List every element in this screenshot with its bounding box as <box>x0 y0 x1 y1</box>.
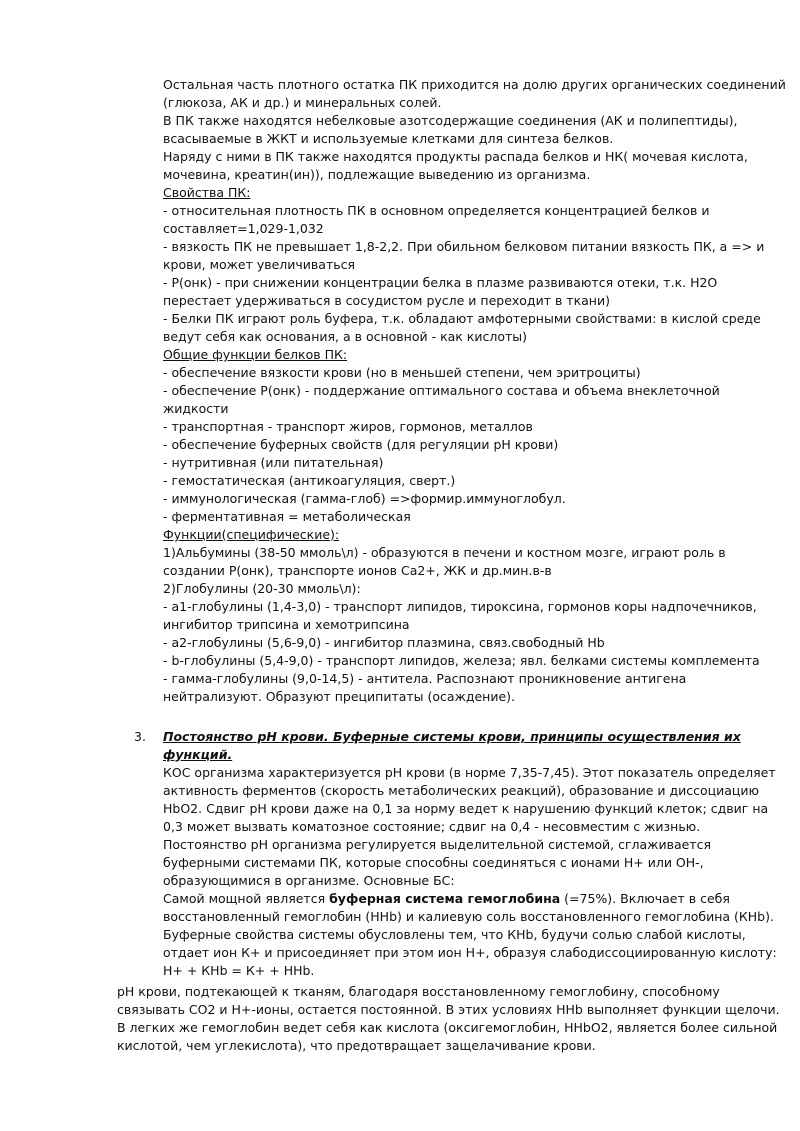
text-line: - b-глобулины (5,4-9,0) - транспорт липидов, железа; явл. белками системы комплемента <box>163 653 760 668</box>
section-heading-cont: функций. <box>163 747 233 762</box>
text-line: составляет=1,029-1,032 <box>163 221 324 236</box>
text-line: Буферные свойства системы обусловлены тем, что КНb, будучи солью слабой кислоты, <box>163 927 746 942</box>
section-heading: Постоянство pH крови. Буферные системы крови, принципы осуществления их <box>163 729 741 744</box>
text-span: (=75%). Включает в себя <box>560 891 730 906</box>
text-line: кислотой, чем углекислота), что предотвращает защелачивание крови. <box>117 1038 596 1053</box>
text-line: буферными системами ПК, которые способны соединяться с ионами Н+ или ОН-, <box>163 855 704 870</box>
closing-paragraph <box>117 983 780 1055</box>
section-number: 3. <box>134 729 146 744</box>
text-line: отдает ион К+ и присоединяет при этом ион Н+, образуя слабодиссоциированную кислоту: <box>163 945 777 960</box>
text-line: КОС организма характеризуется pH крови (в норме 7,35-7,45). Этот показатель определяет <box>163 765 776 780</box>
text-line: создании Р(онк), транспорте ионов Са2+, ЖК и др.мин.в-в <box>163 563 552 578</box>
text-line: (глюкоза, АК и др.) и минеральных солей. <box>163 95 442 110</box>
text-line: Остальная часть плотного остатка ПК приходится на долю других органических соединений <box>163 77 786 92</box>
text-line: связывать СО2 и Н+-ионы, остается постоянной. В этих условиях ННb выполняет функции щелочи. <box>117 1002 780 1017</box>
text-line: Наряду с ними в ПК также находятся продукты распада белков и НК( мочевая кислота, <box>163 149 748 164</box>
text-line: pH крови, подтекающей к тканям, благодаря восстановленному гемоглобину, способному <box>117 984 720 999</box>
text-line: - иммунологическая (гамма-глоб) =>формир.иммуноглобул. <box>163 491 566 506</box>
text-line: нейтрализуют. Образуют преципитаты (осаждение). <box>163 689 516 704</box>
text-line: - гамма-глобулины (9,0-14,5) - антитела. Распознают проникновение антигена <box>163 671 687 686</box>
properties-heading: Свойства ПК: <box>163 185 251 200</box>
text-line: перестает удерживаться в сосудистом русле и переходит в ткани) <box>163 293 610 308</box>
text-line: В ПК также находятся небелковые азотсодержащие соединения (АК и полипептиды), <box>163 113 738 128</box>
specific-functions-heading: Функции(специфические): <box>163 527 340 542</box>
text-line: HbO2. Сдвиг pH крови даже на 0,1 за норму ведет к нарушению функций клеток; сдвиг на <box>163 801 769 816</box>
text-line: всасываемые в ЖКТ и используемые клетками для синтеза белков. <box>163 131 614 146</box>
text-line: 1)Альбумины (38-50 ммоль\л) - образуются в печени и костном мозге, играют роль в <box>163 545 726 560</box>
text-line: - Белки ПК играют роль буфера, т.к. обладают амфотерными свойствами: в кислой среде <box>163 311 761 326</box>
plasma-text-block <box>163 76 786 706</box>
text-line: - относительная плотность ПК в основном определяется концентрацией белков и <box>163 203 710 218</box>
text-line: - вязкость ПК не превышает 1,8-2,2. При обильном белковом питании вязкость ПК, а => и <box>163 239 765 254</box>
text-line: 2)Глобулины (20-30 ммоль\л): <box>163 581 361 596</box>
ph-section <box>163 728 777 980</box>
text-line: крови, может увеличиваться <box>163 257 355 272</box>
text-line: ведут себя как основания, а в основной - как кислоты) <box>163 329 528 344</box>
text-line: - транспортная - транспорт жиров, гормонов, металлов <box>163 419 533 434</box>
text-line: - а1-глобулины (1,4-3,0) - транспорт липидов, тироксина, гормонов коры надпочечников, <box>163 599 757 614</box>
text-line: образующимися в организме. Основные БС: <box>163 873 455 888</box>
text-line: жидкости <box>163 401 229 416</box>
text-line-emphasis <box>163 890 743 908</box>
text-line: активность ферментов (скорость метаболических реакций), образование и диссоциацию <box>163 783 760 798</box>
text-line: - ферментативная = метаболическая <box>163 509 411 524</box>
text-line: - обеспечение Р(онк) - поддержание оптимального состава и объема внеклеточной <box>163 383 720 398</box>
functions-heading: Общие функции белков ПК: <box>163 347 348 362</box>
text-line: ингибитор трипсина и хемотрипсина <box>163 617 410 632</box>
bold-term: буферная система гемоглобина <box>329 891 561 906</box>
text-line: - обеспечение вязкости крови (но в меньшей степени, чем эритроциты) <box>163 365 641 380</box>
text-line: - Р(онк) - при снижении концентрации белка в плазме развиваются отеки, т.к. H2O <box>163 275 718 290</box>
equation-line: Н+ + КНb = К+ + ННb. <box>163 963 315 978</box>
text-line: - гемостатическая (антикоагуляция, сверт.) <box>163 473 456 488</box>
text-line: Постоянство pH организма регулируется выделительной системой, сглаживается <box>163 837 711 852</box>
text-line: В легких же гемоглобин ведет себя как кислота (оксигемоглобин, ННbО2, является более сильной <box>117 1020 778 1035</box>
text-line: - а2-глобулины (5,6-9,0) - ингибитор плазмина, связ.свободный Hb <box>163 635 605 650</box>
text-line: - обеспечение буферных свойств (для регуляции pH крови) <box>163 437 559 452</box>
text-span: Самой мощной является <box>163 891 330 906</box>
text-line: - нутритивная (или питательная) <box>163 455 384 470</box>
text-line: восстановленный гемоглобин (ННb) и калиевую соль восстановленного гемоглобина (КНb). <box>163 909 774 924</box>
text-line: мочевина, креатин(ин)), подлежащие выведению из организма. <box>163 167 591 182</box>
text-line: 0,3 может вызвать коматозное состояние; сдвиг на 0,4 - несовместим с жизнью. <box>163 819 701 834</box>
